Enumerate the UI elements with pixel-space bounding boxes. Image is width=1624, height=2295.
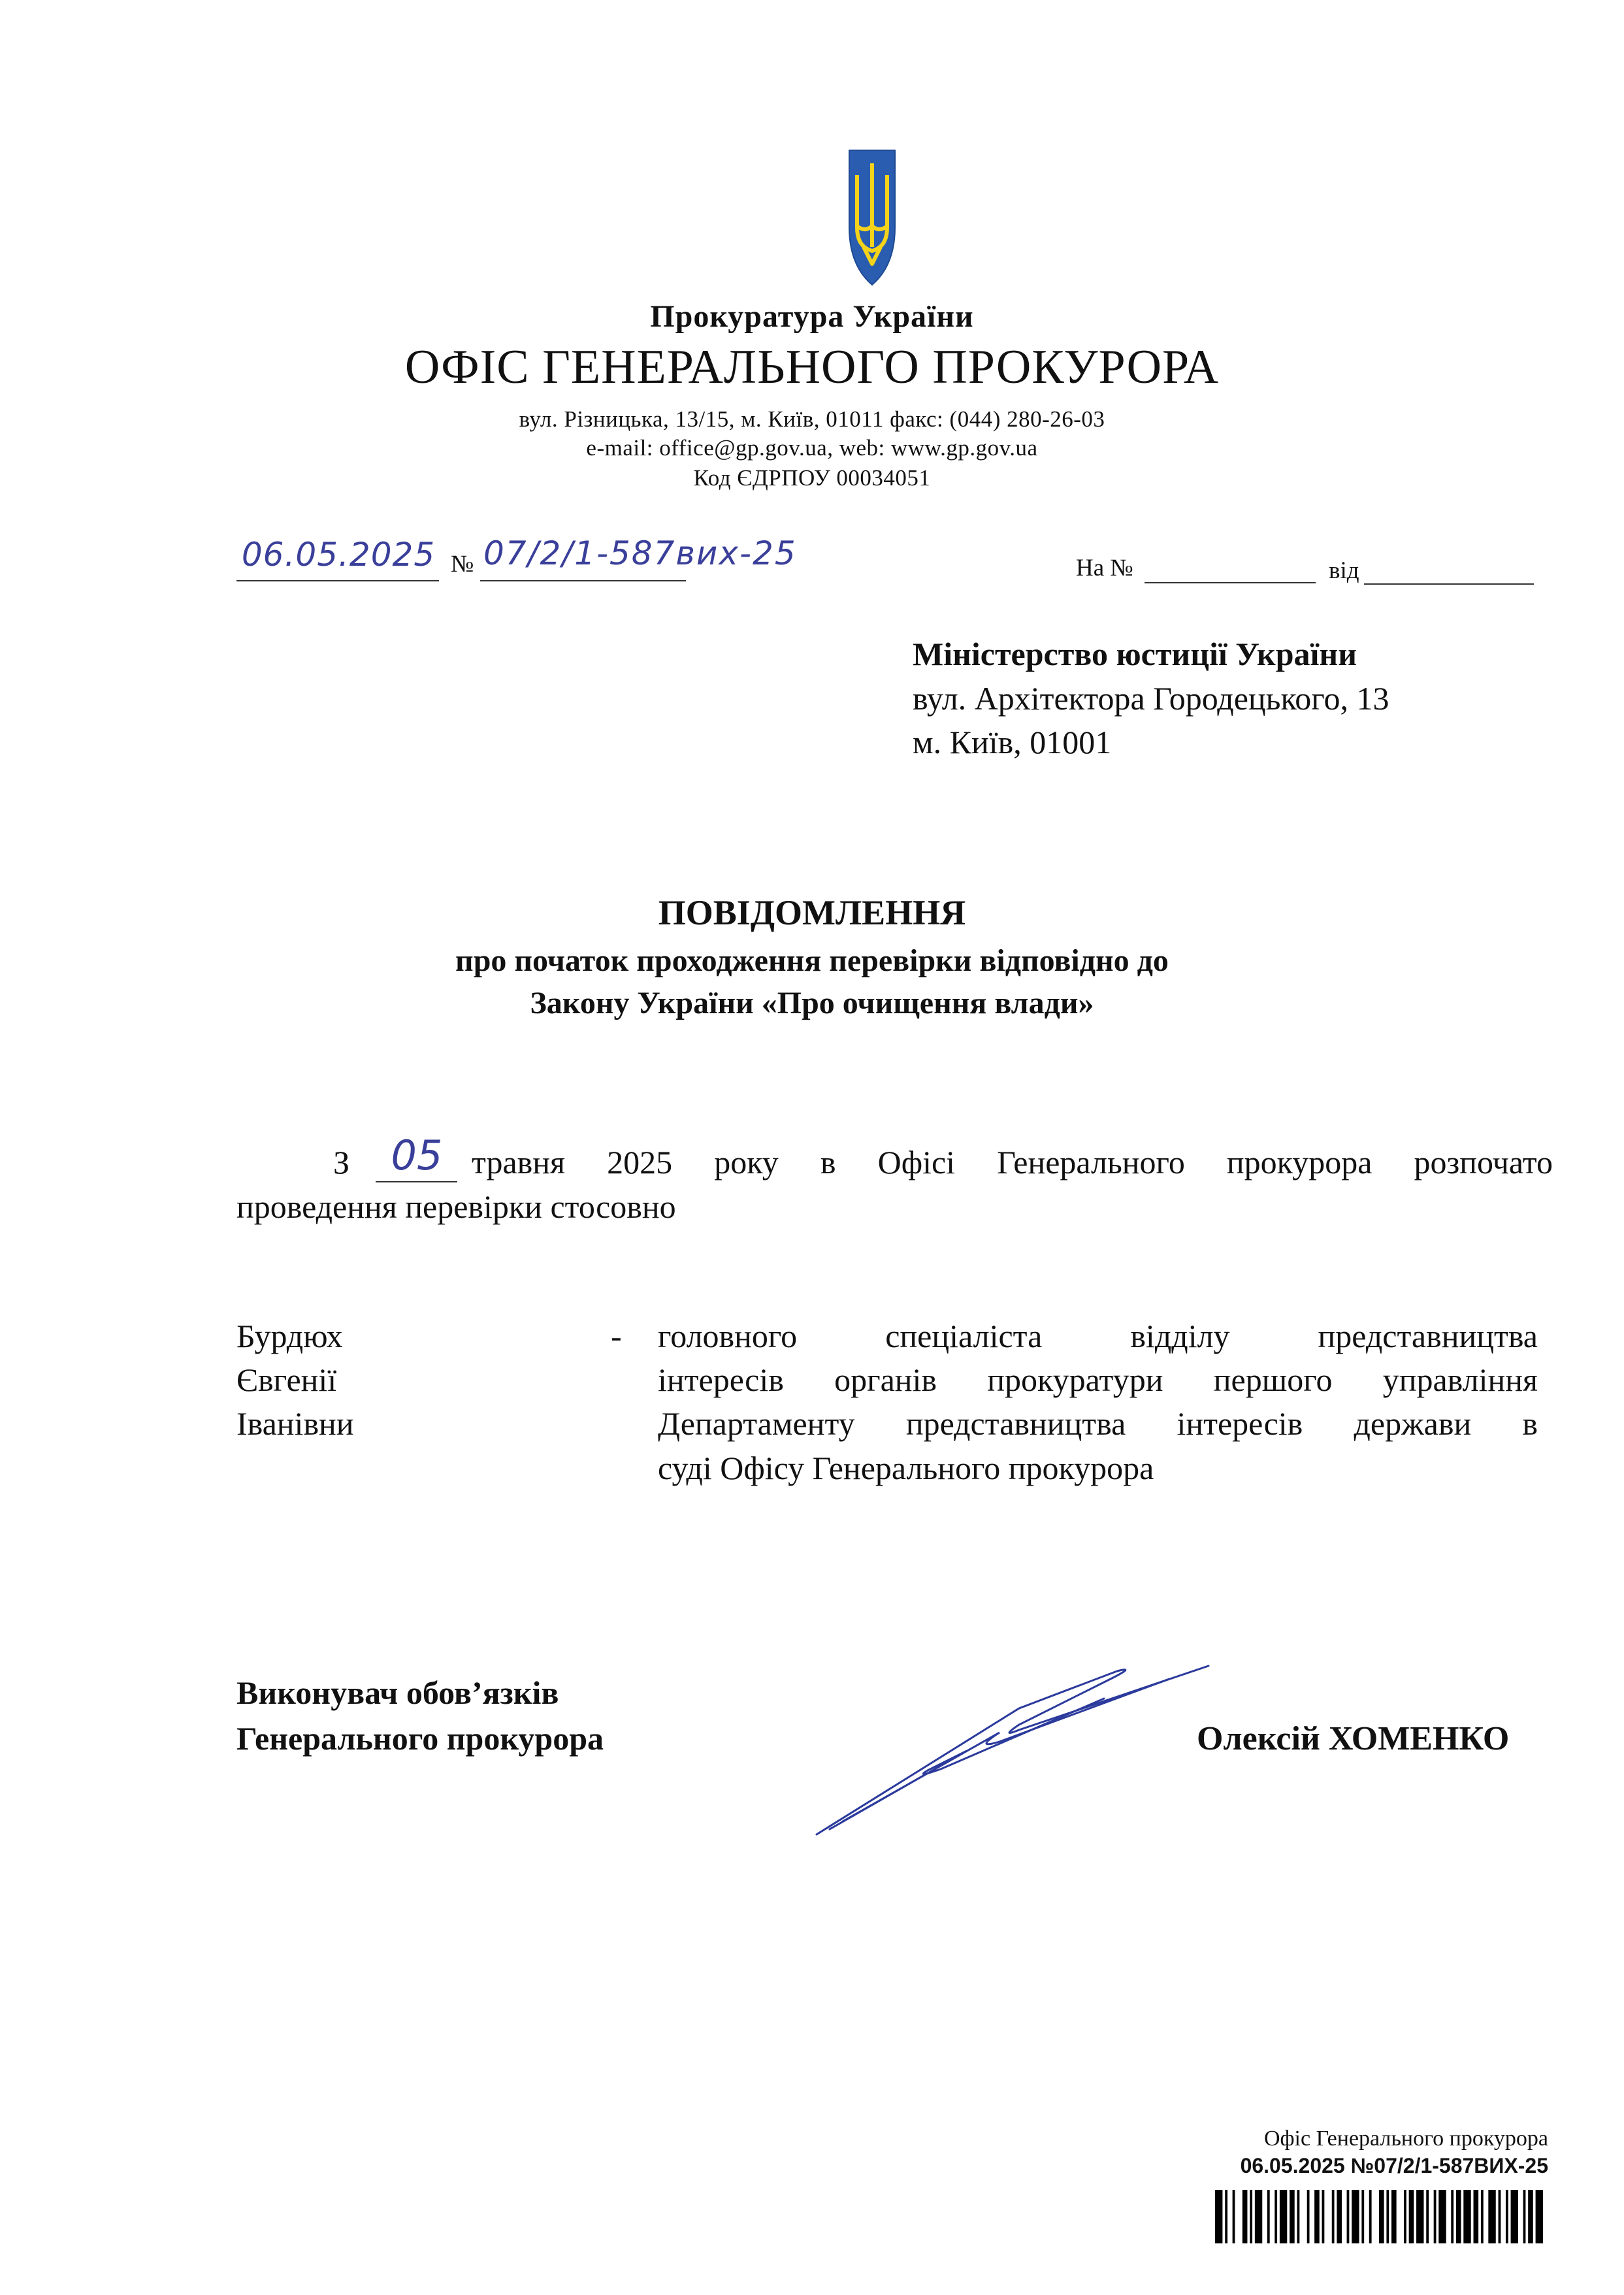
outgoing-number-underline	[480, 580, 686, 581]
barcode-bar	[1379, 2190, 1384, 2243]
signer-name: Олексій ХОМЕНКО	[1197, 1720, 1510, 1757]
barcode-bar	[1275, 2190, 1277, 2243]
barcode-bar	[1451, 2190, 1453, 2243]
barcode-bar	[1463, 2190, 1470, 2243]
barcode-bar	[1506, 2190, 1508, 2243]
barcode-bar	[1499, 2190, 1501, 2243]
barcode-bar	[1250, 2190, 1252, 2243]
in-reply-date-label: від	[1329, 557, 1359, 584]
registration-stamp-number: 06.05.2025 №07/2/1-587ВИХ-25	[1240, 2154, 1548, 2177]
barcode-bar	[1267, 2190, 1270, 2243]
person-position-line: головного спеціаліста відділу представництва	[658, 1318, 1538, 1354]
barcode-bar	[1409, 2190, 1414, 2243]
barcode-bar	[1322, 2190, 1325, 2243]
person-position-line: суді Офісу Генерального прокурора	[658, 1450, 1154, 1486]
barcode-bar	[1536, 2190, 1543, 2243]
barcode-bar	[1225, 2190, 1227, 2243]
barcode-bar	[1332, 2190, 1335, 2243]
org-contacts: e-mail: office@gp.gov.ua, web: www.gp.gov.ua	[586, 435, 1038, 461]
body-day-handwritten: 05	[391, 1131, 443, 1179]
barcode-bar	[1391, 2190, 1397, 2243]
barcode-bar	[1511, 2190, 1518, 2243]
handwritten-signature	[804, 1653, 1248, 1849]
barcode-bar	[1474, 2190, 1479, 2243]
barcode-bar	[1404, 2190, 1406, 2243]
body-day-underline	[376, 1181, 457, 1182]
org-address: вул. Різницька, 13/15, м. Київ, 01011 факс: (044) 280-26-03	[519, 406, 1105, 432]
barcode	[1215, 2190, 1543, 2243]
signer-title-line2: Генерального прокурора	[236, 1720, 604, 1757]
barcode-bar	[1481, 2190, 1484, 2243]
body-line2: проведення перевірки стосовно	[236, 1188, 676, 1225]
barcode-bar	[1297, 2190, 1300, 2243]
barcode-bar	[1456, 2190, 1461, 2243]
document-subtitle-line1: про початок проходження перевірки відповідно до	[455, 943, 1169, 978]
registration-stamp-org: Офіс Генерального прокурора	[1263, 2126, 1548, 2151]
org-parent-name: Прокуратура України	[650, 299, 974, 334]
barcode-bar	[1528, 2190, 1533, 2243]
person-position-line: інтересів органів прокуратури першого управління	[658, 1361, 1538, 1398]
person-name: Євгенії	[236, 1361, 337, 1398]
in-reply-date-underline	[1364, 583, 1534, 585]
barcode-bar	[1434, 2190, 1437, 2243]
outgoing-date-handwritten: 06.05.2025	[241, 536, 436, 574]
document-subtitle-line2: Закону України «Про очищення влади»	[530, 986, 1094, 1020]
barcode-bar	[1255, 2190, 1262, 2243]
barcode-bar	[1426, 2190, 1429, 2243]
in-reply-number-underline	[1145, 582, 1316, 583]
barcode-bar	[1523, 2190, 1526, 2243]
coat-of-arms-icon	[848, 149, 896, 286]
in-reply-number-label: На №	[1076, 555, 1133, 581]
outgoing-date-underline	[236, 580, 439, 581]
body-line1: травня 2025 року в Офісі Генерального прокурора розпочато	[472, 1144, 1553, 1180]
barcode-bar	[1352, 2190, 1359, 2243]
barcode-bar	[1307, 2190, 1310, 2243]
barcode-bar	[1290, 2190, 1295, 2243]
barcode-bar	[1337, 2190, 1342, 2243]
document-title: ПОВІДОМЛЕННЯ	[658, 893, 966, 932]
barcode-bar	[1280, 2190, 1287, 2243]
outgoing-number-label: №	[451, 551, 474, 578]
barcode-bar	[1386, 2190, 1389, 2243]
person-dash: -	[611, 1318, 622, 1354]
org-name: ОФІС ГЕНЕРАЛЬНОГО ПРОКУРОРА	[404, 340, 1220, 394]
barcode-bar	[1233, 2190, 1235, 2243]
recipient-name: Міністерство юстиції України	[913, 636, 1357, 672]
barcode-bar	[1361, 2190, 1364, 2243]
org-edrpou: Код ЄДРПОУ 00034051	[693, 465, 931, 491]
barcode-bar	[1416, 2190, 1423, 2243]
outgoing-number-handwritten: 07/2/1-587вих-25	[483, 534, 797, 572]
body-prefix: З	[333, 1144, 350, 1180]
barcode-bar	[1314, 2190, 1320, 2243]
person-patronymic: Іванівни	[236, 1405, 354, 1442]
recipient-street: вул. Архітектора Городецького, 13	[913, 680, 1389, 717]
barcode-bar	[1347, 2190, 1350, 2243]
barcode-bar	[1438, 2190, 1446, 2243]
barcode-bar	[1488, 2190, 1495, 2243]
barcode-bar	[1215, 2190, 1222, 2243]
barcode-bar	[1242, 2190, 1248, 2243]
person-surname: Бурдюх	[236, 1318, 343, 1354]
person-position-line: Департаменту представництва інтересів держави в	[658, 1405, 1538, 1442]
signer-title-line1: Виконувач обов’язків	[236, 1674, 559, 1711]
recipient-city: м. Київ, 01001	[913, 724, 1112, 760]
barcode-bar	[1369, 2190, 1372, 2243]
